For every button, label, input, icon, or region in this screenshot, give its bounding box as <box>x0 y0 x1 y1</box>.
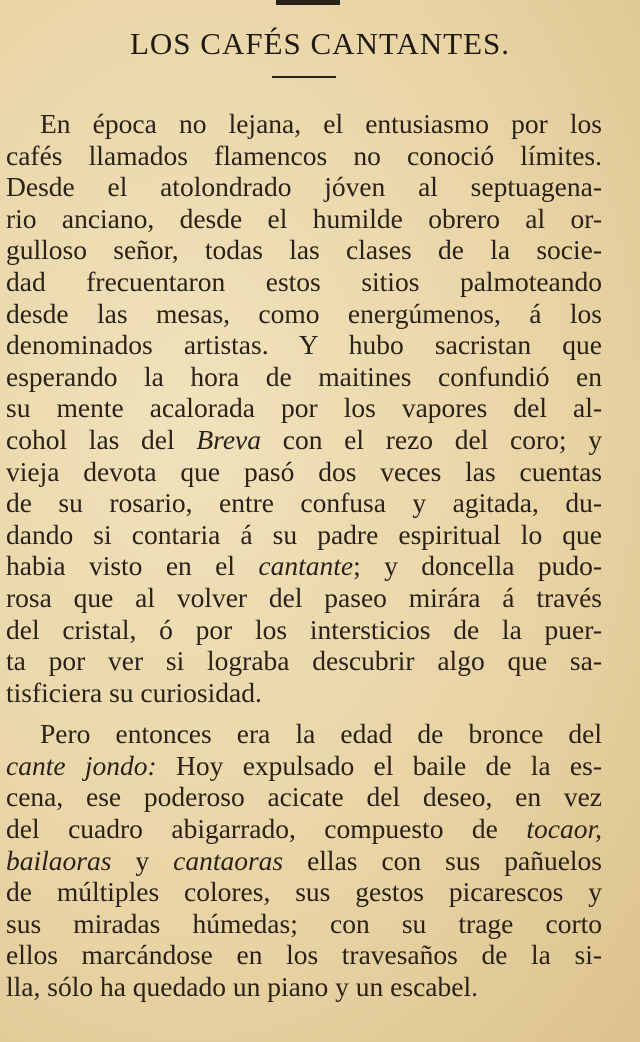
text-line <box>6 876 602 908</box>
italic-text: bailaoras <box>6 844 112 876</box>
text-run: su mente acalorada por los vapores del al- <box>6 392 602 424</box>
text-line <box>6 939 602 971</box>
text-line <box>6 361 602 393</box>
text-line <box>6 519 602 551</box>
text-line <box>6 487 602 519</box>
text-line <box>6 392 602 424</box>
text-line <box>6 298 602 330</box>
text-run: ellos marcándose en los travesaños de la si- <box>6 939 602 971</box>
text-run: gulloso señor, todas las clases de la socie- <box>6 234 602 266</box>
paragraph <box>6 108 602 708</box>
text-run: rio anciano, desde el humilde obrero al or- <box>6 202 602 234</box>
text-run: ta por ver si lograba descubrir algo que sa- <box>6 645 602 677</box>
text-run: Desde el atolondrado jóven al septuagena- <box>6 171 602 203</box>
text-run: desde las mesas, como energúmenos, á los <box>6 297 602 329</box>
text-line <box>6 234 602 266</box>
text-run: cohol las del <box>6 423 197 455</box>
text-run: del cuadro abigarrado, compuesto de <box>6 813 527 845</box>
top-rule <box>276 0 340 5</box>
text-run: cafés llamados flamencos no conoció límites. <box>6 139 602 171</box>
text-run: lla, sólo ha quedado un piano y un escabel. <box>6 971 478 1003</box>
article-body <box>6 108 602 1003</box>
italic-text: cante jondo: <box>6 749 157 781</box>
text-line <box>6 329 602 361</box>
text-run: En época no lejana, el entusiasmo por los <box>40 108 602 139</box>
text-run: vieja devota que pasó dos veces las cuentas <box>6 455 602 487</box>
text-run: dando si contaria á su padre espiritual lo que <box>6 518 602 550</box>
title-rule <box>272 76 336 78</box>
paragraph <box>6 718 602 1002</box>
text-run: Hoy expulsado el baile de la es- <box>156 749 602 781</box>
text-run: del cristal, ó por los intersticios de la puer- <box>6 613 602 645</box>
text-run: Pero entonces era la edad de bronce del <box>40 718 602 750</box>
text-line <box>6 645 602 677</box>
italic-text: tocaor, <box>526 813 602 845</box>
text-run: cena, ese poderoso acicate del deseo, en vez <box>6 781 602 813</box>
italic-text: cantaoras <box>173 844 284 876</box>
text-line <box>6 424 602 456</box>
text-line <box>6 614 602 646</box>
article-title: LOS CAFÉS CANTANTES. <box>129 26 511 61</box>
text-run: sus miradas húmedas; con su trage corto <box>6 907 602 939</box>
text-run: esperando la hora de maitines confundió en <box>6 360 602 392</box>
text-line <box>6 266 602 298</box>
text-run: denominados artistas. Y hubo sacristan que <box>6 329 602 361</box>
italic-text: Breva <box>196 423 262 455</box>
text-line <box>6 582 602 614</box>
text-run: y <box>111 844 174 876</box>
italic-text: cantante <box>258 550 354 582</box>
text-run: tisficiera su curiosidad. <box>6 676 262 708</box>
text-line <box>6 781 602 813</box>
text-line <box>6 108 602 140</box>
text-line <box>6 971 602 1003</box>
text-line <box>6 171 602 203</box>
text-run: rosa que al volver del paseo mirára á través <box>6 581 602 613</box>
text-run: de múltiples colores, sus gestos picarescos y <box>6 876 602 908</box>
text-line <box>6 750 602 782</box>
text-line <box>6 813 602 845</box>
text-run: dad frecuentaron estos sitios palmoteando <box>6 265 602 297</box>
text-line <box>6 140 602 172</box>
text-run: ; y doncella pudo- <box>353 550 602 582</box>
text-line <box>6 718 602 750</box>
text-run: con el rezo del coro; y <box>261 423 602 455</box>
text-run: de su rosario, entre confusa y agitada, du- <box>6 487 602 519</box>
text-line <box>6 203 602 235</box>
text-line <box>6 550 602 582</box>
text-line <box>6 845 602 877</box>
text-line <box>6 908 602 940</box>
text-run: ellas con sus pañuelos <box>283 844 602 876</box>
text-run: habia visto en el <box>6 550 259 582</box>
text-line <box>6 677 602 709</box>
text-line <box>6 456 602 488</box>
